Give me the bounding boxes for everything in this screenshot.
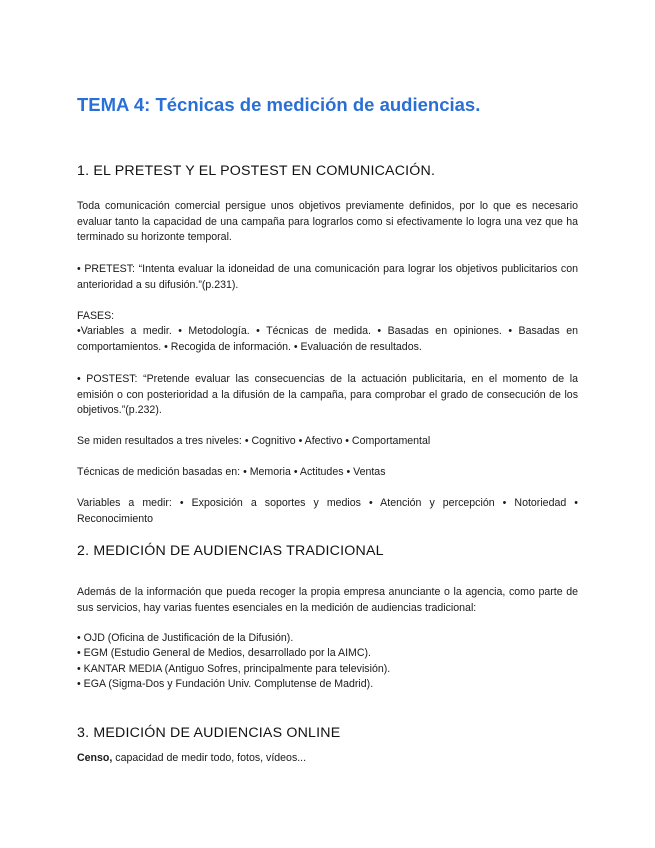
section1-intro-paragraph: Toda comunicación comercial persigue unos objetivos previamente definidos, por lo que es necesario evaluar tanto la capacidad de una campaña para lograrlos como si efectivamente lo logra una vez que ha terminado su horizonte temporal. (77, 200, 578, 244)
section3-heading: 3. MEDICIÓN DE AUDIENCIAS ONLINE (77, 725, 341, 741)
niveles-paragraph: Se miden resultados a tres niveles: • Cognitivo • Afectivo • Comportamental (77, 435, 431, 447)
source-list-item: • EGA (Sigma-Dos y Fundación Univ. Complutense de Madrid). (77, 678, 374, 690)
postest-paragraph: • POSTEST: “Pretende evaluar las consecuencias de la actuación publicitaria, en el momento de la emisión o con posterioridad a la difusión de la campaña, para comprobar el grado de consecución de los objetivos.”(p.232). (77, 373, 578, 417)
fases-label: FASES: (77, 310, 115, 322)
source-list-item: • EGM (Estudio General de Medios, desarrollado por la AIMC). (77, 647, 371, 659)
section1-heading: 1. EL PRETEST Y EL POSTEST EN COMUNICACIÓN. (77, 163, 436, 179)
section2-heading: 2. MEDICIÓN DE AUDIENCIAS TRADICIONAL (77, 543, 384, 559)
document-title: TEMA 4: Técnicas de medición de audiencias. (77, 94, 481, 115)
censo-term: Censo, (77, 752, 113, 764)
fases-list: •Variables a medir. • Metodología. • Técnicas de medida. • Basadas en opiniones. • Basadas en comportamientos. • Recogida de información. • Evaluación de resultados. (77, 325, 578, 353)
source-list-item: • KANTAR MEDIA (Antiguo Sofres, principalmente para televisión). (77, 663, 391, 675)
section2-intro-paragraph: Además de la información que pueda recoger la propia empresa anunciante o la agencia, como parte de sus servicios, hay varias fuentes esenciales en la medición de audiencias tradicional: (77, 586, 578, 614)
source-list-item: • OJD (Oficina de Justificación de la Difusión). (77, 632, 294, 644)
censo-paragraph (77, 751, 578, 767)
censo-description: capacidad de medir todo, fotos, vídeos... (112, 752, 307, 764)
variables-paragraph: Variables a medir: • Exposición a soportes y medios • Atención y percepción • Notoriedad • Reconocimiento (77, 497, 578, 525)
pretest-paragraph: • PRETEST: “Intenta evaluar la idoneidad de una comunicación para lograr los objetivos publicitarios con anterioridad a su difusión.”(p.231). (77, 263, 578, 291)
tecnicas-paragraph: Técnicas de medición basadas en: • Memoria • Actitudes • Ventas (77, 466, 386, 478)
